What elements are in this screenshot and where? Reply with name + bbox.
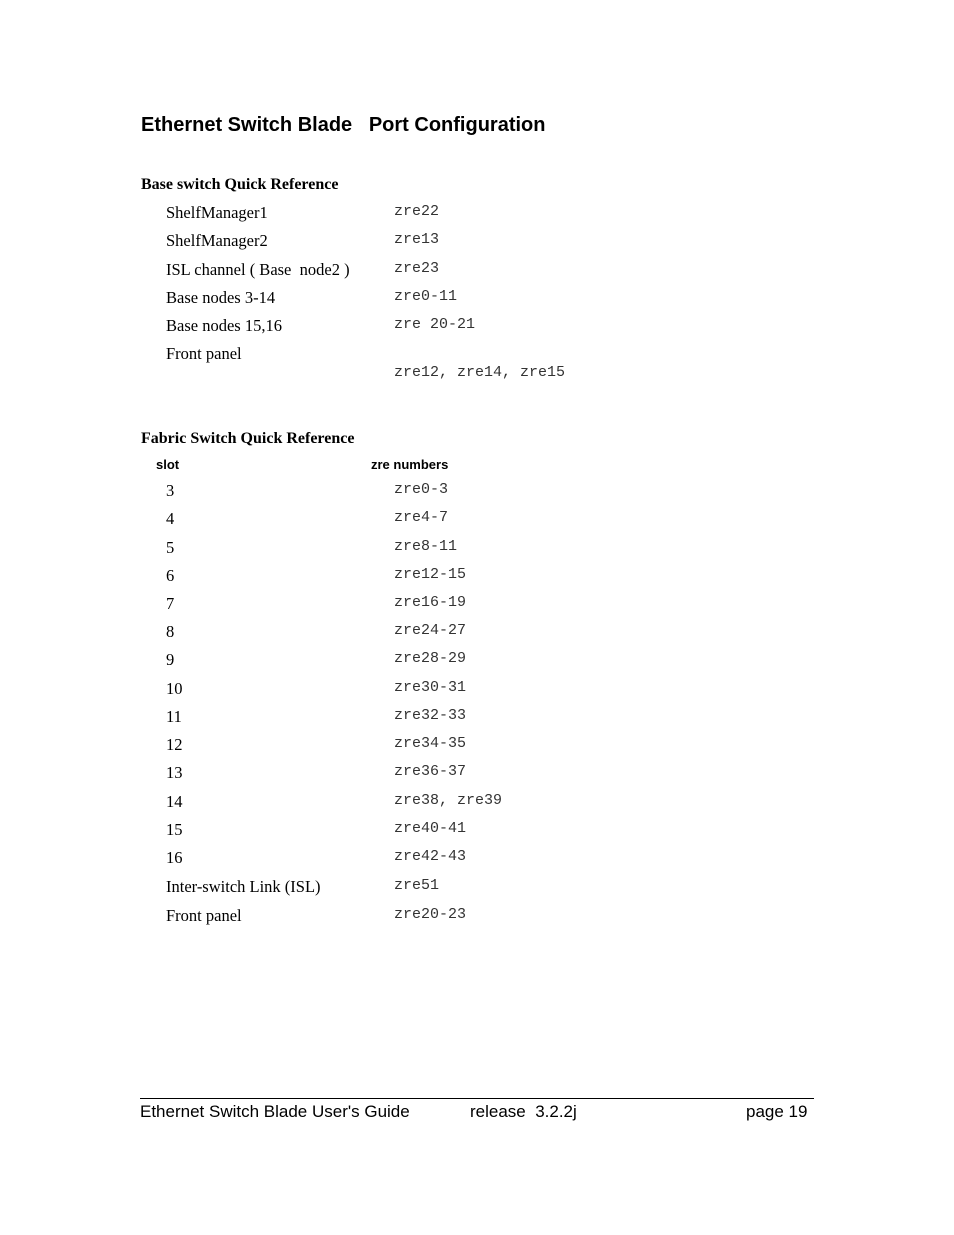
base-row-label: Base nodes 15,16 [166, 316, 282, 335]
fabric-row-zre: zre32-33 [394, 707, 467, 724]
fabric-row-slot: Inter-switch Link (ISL) [166, 877, 321, 896]
base-front-panel-values [0, 361, 954, 385]
base-row-label: ISL channel ( Base node2 ) [166, 260, 350, 279]
fabric-row-slot: 15 [166, 820, 183, 839]
base-row-label: Front panel [166, 344, 242, 363]
fabric-row-zre: zre20-23 [394, 906, 467, 923]
fabric-row [0, 790, 954, 814]
base-row [0, 201, 954, 225]
fabric-row-slot: 12 [166, 735, 183, 754]
fabric-row-zre: zre51 [394, 877, 440, 894]
fabric-row-zre: zre30-31 [394, 679, 467, 696]
page-title: Ethernet Switch Blade Port Configuration [141, 114, 546, 136]
fabric-row [0, 536, 954, 560]
base-row [0, 258, 954, 282]
fabric-row [0, 564, 954, 588]
fabric-row-slot: 9 [166, 650, 175, 669]
footer-rule [140, 1098, 814, 1099]
fabric-row [0, 648, 954, 672]
fabric-row-zre: zre38, zre39 [394, 792, 503, 809]
footer-page-number: page 19 [746, 1102, 808, 1121]
fabric-row-slot: Front panel [166, 906, 242, 925]
fabric-row-zre: zre16-19 [394, 594, 467, 611]
fabric-row-slot: 6 [166, 566, 175, 585]
base-row-value: zre0-11 [394, 288, 458, 305]
base-row [0, 286, 954, 310]
base-row-label: ShelfManager1 [166, 203, 268, 222]
fabric-row [0, 592, 954, 616]
fabric-row [0, 705, 954, 729]
fabric-row-slot: 10 [166, 679, 183, 698]
fabric-row [0, 733, 954, 757]
fabric-row [0, 677, 954, 701]
base-row-value: zre23 [394, 260, 440, 277]
fabric-row-zre: zre8-11 [394, 538, 458, 555]
fabric-row-slot: 3 [166, 481, 175, 500]
column-header-zre-numbers: zre numbers [371, 457, 449, 472]
fabric-row [0, 818, 954, 842]
base-row-value: zre22 [394, 203, 440, 220]
fabric-row [0, 904, 954, 928]
fabric-row [0, 479, 954, 503]
fabric-row-slot: 8 [166, 622, 175, 641]
column-header-slot: slot [156, 457, 180, 472]
fabric-row-zre: zre0-3 [394, 481, 449, 498]
base-row-label: ShelfManager2 [166, 231, 268, 250]
base-row-value: zre 20-21 [394, 316, 476, 333]
fabric-row-slot: 11 [166, 707, 182, 726]
base-row [0, 314, 954, 338]
fabric-row-zre: zre40-41 [394, 820, 467, 837]
footer-release: release 3.2.2j [470, 1102, 577, 1121]
fabric-row-zre: zre42-43 [394, 848, 467, 865]
fabric-row [0, 846, 954, 870]
fabric-row [0, 875, 954, 899]
fabric-row-zre: zre4-7 [394, 509, 449, 526]
fabric-row [0, 620, 954, 644]
fabric-row-zre: zre12-15 [394, 566, 467, 583]
fabric-row-zre: zre28-29 [394, 650, 467, 667]
fabric-row [0, 507, 954, 531]
fabric-row-slot: 5 [166, 538, 175, 557]
fabric-row-slot: 4 [166, 509, 175, 528]
fabric-row [0, 761, 954, 785]
base-row-value: zre13 [394, 231, 440, 248]
fabric-switch-heading: Fabric Switch Quick Reference [141, 430, 355, 447]
fabric-row-slot: 7 [166, 594, 175, 613]
front-panel-value: zre12, zre14, zre15 [394, 364, 566, 381]
fabric-row-zre: zre24-27 [394, 622, 467, 639]
base-row-label: Base nodes 3-14 [166, 288, 276, 307]
fabric-row-slot: 16 [166, 848, 183, 867]
base-row [0, 229, 954, 253]
fabric-row-slot: 13 [166, 763, 183, 782]
footer-guide-title: Ethernet Switch Blade User's Guide [140, 1102, 410, 1121]
fabric-row-zre: zre36-37 [394, 763, 467, 780]
fabric-row-slot: 14 [166, 792, 183, 811]
fabric-row-zre: zre34-35 [394, 735, 467, 752]
base-switch-heading: Base switch Quick Reference [141, 176, 339, 193]
